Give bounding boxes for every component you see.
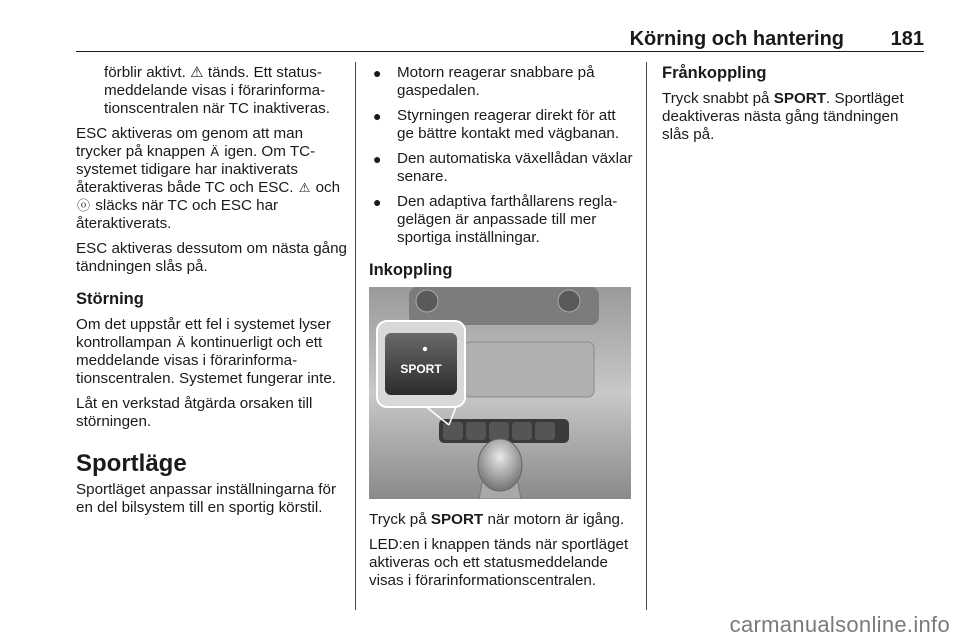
esc-off-icon: Ä [210,144,220,159]
right-knob-icon [558,290,580,312]
sport-led-icon [423,347,427,351]
esc-warning-icon: Ä [176,335,186,350]
section-heading-storning: Störning [76,290,144,308]
row-button [466,422,486,440]
list-item-text: Motorn reagerar snabbare på gaspedalen. [397,64,595,99]
bullet-icon: ● [373,108,382,124]
paragraph [76,125,348,233]
column-divider [355,62,356,610]
list-item-text: Styrningen reagerar direkt för att ge bättre kontakt med vägbanan. [397,107,620,142]
section-heading-sportlage: Sportläge [76,450,187,477]
text: . Sportläget deaktiveras nästa gång tändningen slås på. [662,90,904,143]
text: när motorn är igång. [483,511,625,528]
console-illustration [369,287,631,499]
bullet-list [369,64,635,247]
warning-icon: ⚠ [298,180,311,195]
text: kontinuerligt och ett meddelande visas i förarinformationscentralen. Systemet fungerar inte. [76,334,337,387]
page-number: 181 [890,28,924,50]
text: släcks när TC och ESC har återaktiverats. [76,197,279,232]
paragraph [76,316,348,388]
watermark: carmanualsonline.info [729,612,950,637]
row-button [512,422,532,440]
row-button [443,422,463,440]
left-knob-icon [416,290,438,312]
list-item-text: Den adaptiva farthållarens reglagelägen är anpassade till mer sportiga inställningar. [397,193,618,246]
section-heading-frankoppling: Frånkoppling [662,64,767,82]
list-item [369,64,635,100]
row-button [489,422,509,440]
bullet-icon: ● [373,151,382,167]
list-item [369,193,635,247]
paragraph: ESC aktiveras dessutom om nästa gång tändningen slås på. [76,240,347,275]
section-heading-inkoppling: Inkoppling [369,261,453,279]
paragraph [369,511,635,529]
text: Tryck på [369,511,431,528]
bullet-icon: ● [373,65,382,81]
paragraph: Sportläget anpassar inställningarna för en del bilsystem till en sportig körstil. [76,481,337,516]
bullet-icon: ● [373,194,382,210]
text: igen. Om TC-systemet tidigare har inaktiverats återaktiveras både TC och ESC. [76,143,316,196]
text: ESC aktiveras om genom att man trycker på knappen [76,125,304,160]
list-item [369,107,635,143]
paragraph [662,90,924,144]
column-2 [369,64,635,597]
tc-off-icon: ⓞ [77,198,91,213]
column-3 [662,64,924,151]
gear-knob-icon [478,439,522,491]
list-item [369,150,635,186]
sport-button-label: SPORT [400,362,442,376]
header-title: Körning och hantering [629,28,844,50]
list-item-text: Den automatiska växellådan växlar senare. [397,150,633,185]
text: Tryck snabbt på [662,90,774,107]
column-1 [76,64,348,524]
page-header [76,26,924,52]
text: Om det uppstår ett fel i systemet lyser kontrollampan [76,316,331,351]
paragraph: förblir aktivt. ⚠ tänds. Ett statusmeddelande visas i förarinformationscentralen när TC inaktiveras. [104,64,330,117]
column-divider [646,62,647,610]
text: och [311,179,341,196]
storage-tray [464,342,594,397]
row-button [535,422,555,440]
paragraph: Låt en verkstad åtgärda orsaken till störningen. [76,395,313,430]
sport-button-figure [369,287,631,499]
paragraph: LED:en i knappen tänds när sportläget aktiveras och ett statusmeddelande visas i förarinformationscentralen. [369,536,629,589]
sport-keyword: SPORT [773,90,827,107]
sport-keyword: SPORT [430,511,484,528]
